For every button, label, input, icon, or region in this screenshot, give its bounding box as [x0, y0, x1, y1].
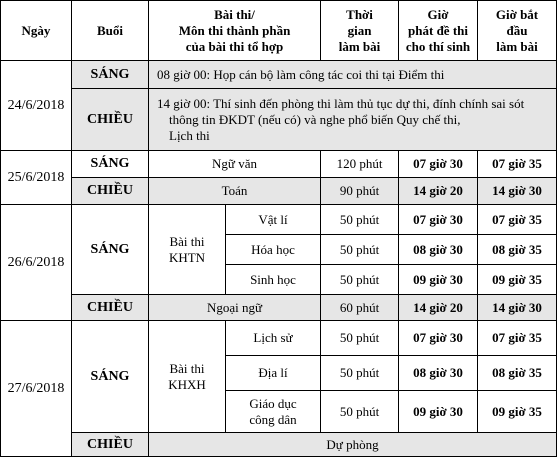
table-row — [1, 433, 557, 457]
start-cell: 07 giờ 35 — [478, 151, 557, 178]
duration-cell: 50 phút — [321, 391, 399, 433]
subject-cell: Địa lí — [226, 356, 321, 391]
header-dispatch-time: Giờ phát đề thi cho thí sinh — [399, 1, 478, 61]
start-cell: 14 giờ 30 — [478, 178, 557, 205]
dispatch-cell: 09 giờ 30 — [399, 265, 478, 295]
start-cell: 08 giờ 35 — [478, 356, 557, 391]
note-cell: 08 giờ 00: Họp cán bộ làm công tác coi thi tại Điểm thi — [149, 61, 557, 89]
duration-cell: 120 phút — [321, 151, 399, 178]
start-cell: 07 giờ 35 — [478, 321, 557, 356]
session-cell: SÁNG — [72, 205, 149, 295]
table-row — [1, 151, 557, 178]
table-row — [1, 321, 557, 356]
subject-cell: Lịch sử — [226, 321, 321, 356]
dispatch-cell: 07 giờ 30 — [399, 151, 478, 178]
table-row — [1, 295, 557, 321]
start-cell: 14 giờ 30 — [478, 295, 557, 321]
subject-cell: Toán — [149, 178, 321, 205]
table-row — [1, 61, 557, 89]
dispatch-cell: 07 giờ 30 — [399, 321, 478, 356]
start-cell: 08 giờ 35 — [478, 235, 557, 265]
note-cell: 14 giờ 00: Thí sinh đến phòng thi làm thủ tục dự thi, đính chính sai sót thông tin ĐKDT (nếu có) và nghe phổ biến Quy chế thi, Lịch thi — [149, 89, 557, 151]
date-cell: 27/6/2018 — [1, 321, 72, 457]
duration-cell: 60 phút — [321, 295, 399, 321]
subject-cell: Ngoại ngữ — [149, 295, 321, 321]
session-cell: CHIỀU — [72, 89, 149, 151]
dispatch-cell: 14 giờ 20 — [399, 178, 478, 205]
session-cell: CHIỀU — [72, 295, 149, 321]
duration-cell: 90 phút — [321, 178, 399, 205]
table-row — [1, 89, 557, 151]
subject-cell: Vật lí — [226, 205, 321, 235]
header-start-time: Giờ bắt đầu làm bài — [478, 1, 557, 61]
exam-group-cell: Bài thi KHXH — [149, 321, 226, 433]
session-cell: CHIỀU — [72, 433, 149, 457]
duration-cell: 50 phút — [321, 205, 399, 235]
date-cell: 26/6/2018 — [1, 205, 72, 321]
dispatch-cell: 08 giờ 30 — [399, 235, 478, 265]
note-cell: Dự phòng — [149, 433, 557, 457]
subject-cell: Hóa học — [226, 235, 321, 265]
dispatch-cell: 07 giờ 30 — [399, 205, 478, 235]
header-row — [1, 1, 557, 61]
dispatch-cell: 09 giờ 30 — [399, 391, 478, 433]
duration-cell: 50 phút — [321, 321, 399, 356]
header-session: Buổi — [72, 1, 149, 61]
session-cell: CHIỀU — [72, 178, 149, 205]
table-row — [1, 178, 557, 205]
start-cell: 09 giờ 35 — [478, 391, 557, 433]
date-cell: 25/6/2018 — [1, 151, 72, 205]
duration-cell: 50 phút — [321, 235, 399, 265]
subject-cell: Ngữ văn — [149, 151, 321, 178]
header-duration: Thời gian làm bài — [321, 1, 399, 61]
table-row — [1, 205, 557, 235]
duration-cell: 50 phút — [321, 265, 399, 295]
header-day: Ngày — [1, 1, 72, 61]
header-subject: Bài thi/ Môn thi thành phần của bài thi tổ hợp — [149, 1, 321, 61]
dispatch-cell: 08 giờ 30 — [399, 356, 478, 391]
exam-group-cell: Bài thi KHTN — [149, 205, 226, 295]
subject-cell: Sinh học — [226, 265, 321, 295]
session-cell: SÁNG — [72, 61, 149, 89]
start-cell: 09 giờ 35 — [478, 265, 557, 295]
subject-cell: Giáo dục công dân — [226, 391, 321, 433]
dispatch-cell: 14 giờ 20 — [399, 295, 478, 321]
duration-cell: 50 phút — [321, 356, 399, 391]
session-cell: SÁNG — [72, 151, 149, 178]
session-cell: SÁNG — [72, 321, 149, 433]
start-cell: 07 giờ 35 — [478, 205, 557, 235]
date-cell: 24/6/2018 — [1, 61, 72, 151]
